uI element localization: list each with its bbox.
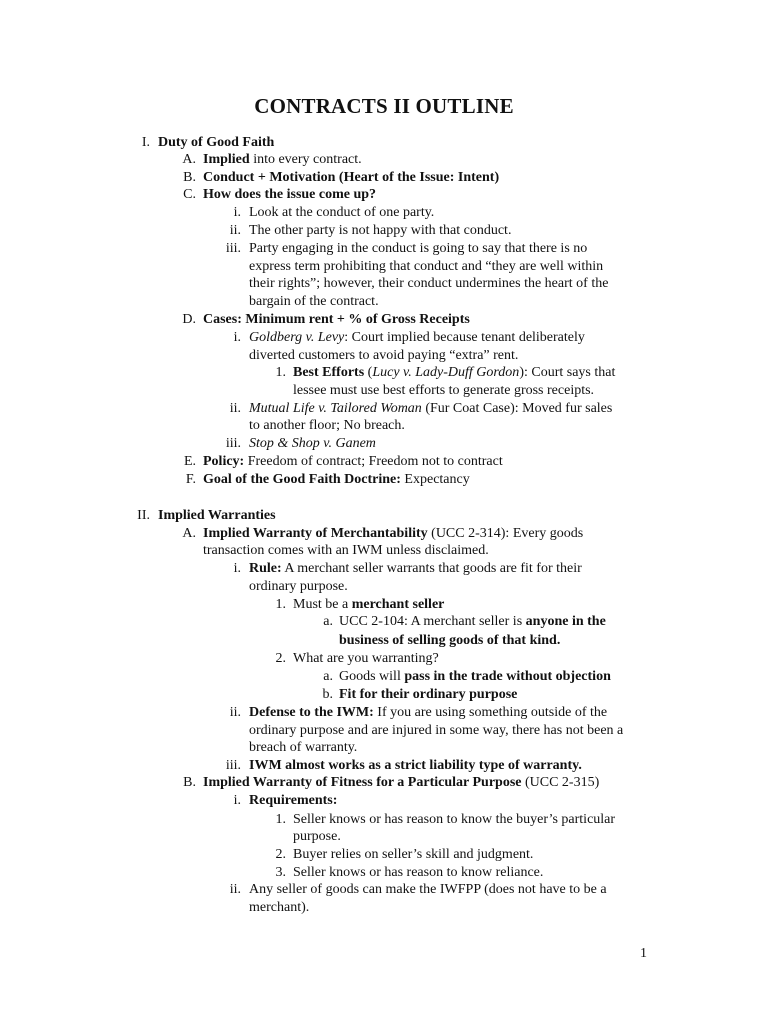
outline-text	[249, 435, 376, 453]
outline-text	[249, 578, 348, 596]
text-run: Requirements:	[249, 793, 338, 808]
outline-marker: B.	[183, 775, 196, 790]
outline-text	[249, 293, 379, 311]
text-run: Expectancy	[400, 472, 470, 487]
text-run: UCC 2-104: A merchant seller is	[339, 614, 526, 629]
outline-marker: 1.	[275, 365, 286, 380]
outline-marker: i.	[233, 330, 241, 345]
text-run: : Court implied because tenant deliberately	[344, 330, 585, 345]
outline-text	[249, 739, 357, 757]
outline-text	[249, 881, 607, 899]
outline-marker: a.	[323, 669, 333, 684]
outline-text	[293, 828, 341, 846]
text-run: Party engaging in the conduct is going to say that there is no	[249, 241, 588, 256]
outline-text	[203, 471, 470, 489]
outline-text	[203, 169, 499, 187]
text-run: Best Efforts	[293, 365, 365, 380]
outline-text	[293, 596, 444, 614]
outline-text	[249, 329, 585, 347]
text-run: (UCC 2-315)	[521, 775, 600, 790]
outline-marker: ii.	[229, 705, 241, 720]
text-run: Freedom of contract; Freedom not to contract	[244, 454, 503, 469]
text-run: merchant).	[249, 900, 310, 915]
text-run: business of selling goods of that kind.	[339, 633, 561, 648]
outline-text	[249, 347, 518, 365]
outline-text	[249, 722, 623, 740]
outline-marker: i.	[233, 793, 241, 808]
outline-text	[249, 899, 309, 917]
outline-text	[293, 846, 533, 864]
outline-text	[203, 542, 489, 560]
outline-marker: ii.	[229, 401, 241, 416]
outline-marker: E.	[183, 454, 196, 469]
outline-marker: iii.	[225, 436, 241, 451]
text-run: diverted customers to avoid paying “extra” rent.	[249, 348, 519, 363]
text-run: (UCC 2-314): Every goods	[427, 526, 584, 541]
outline-text	[293, 382, 594, 400]
text-run: express term prohibiting that conduct and “they are well within	[249, 259, 604, 274]
text-run: to another floor; No breach.	[249, 418, 405, 433]
outline-marker: i.	[233, 561, 241, 576]
outline-text	[203, 453, 503, 471]
text-run: Conduct + Motivation (Heart of the Issue: Intent)	[203, 170, 500, 185]
outline-text	[293, 364, 615, 382]
outline-text	[249, 792, 337, 810]
outline-text	[158, 507, 276, 525]
outline-text	[249, 560, 582, 578]
outline-marker: 2.	[275, 847, 286, 862]
text-run: (Fur Coat Case): Moved fur sales	[421, 401, 613, 416]
text-run: Goods will	[339, 669, 405, 684]
text-run: Mutual Life v. Tailored Woman	[249, 401, 422, 416]
text-run: merchant seller	[351, 597, 445, 612]
text-run: transaction comes with an IWM unless disclaimed.	[203, 543, 489, 558]
text-run: Goal of the Good Faith Doctrine:	[203, 472, 401, 487]
outline-marker: F.	[185, 472, 196, 487]
outline-text	[339, 632, 560, 650]
text-run: Cases: Minimum rent + % of Gross Receipts	[203, 312, 470, 327]
text-run: lessee must use best efforts to generate gross receipts.	[293, 383, 595, 398]
text-run: IWM almost works as a strict liability type of warranty.	[249, 758, 582, 773]
page-number: 1	[640, 946, 647, 961]
text-run: Seller knows or has reason to know the buyer’s particular	[293, 812, 616, 827]
outline-text	[339, 668, 611, 686]
text-run: Must be a	[293, 597, 352, 612]
outline-text	[203, 186, 376, 204]
text-run: ): Court says that	[519, 365, 616, 380]
outline-text	[339, 686, 517, 704]
outline-marker: iii.	[225, 241, 241, 256]
outline-text	[293, 650, 439, 668]
text-run: How does the issue come up?	[203, 187, 377, 202]
text-run: Rule:	[249, 561, 282, 576]
text-run: Policy:	[203, 454, 245, 469]
document-title: CONTRACTS II OUTLINE	[254, 94, 514, 118]
outline-marker: i.	[233, 205, 241, 220]
text-run: anyone in the	[525, 614, 606, 629]
text-run: Any seller of goods can make the IWFPP (does not have to be a	[249, 882, 607, 897]
outline-marker: B.	[183, 170, 196, 185]
outline-text	[249, 704, 607, 722]
outline-text	[203, 311, 470, 329]
outline-text	[293, 864, 543, 882]
outline-text	[249, 757, 582, 775]
text-run: into every contract.	[249, 152, 362, 167]
text-run: Implied Warranties	[158, 508, 276, 523]
outline-marker: 3.	[275, 865, 286, 880]
text-run: ordinary purpose.	[249, 579, 348, 594]
text-run: pass in the trade without objection	[404, 669, 611, 684]
outline-text	[249, 240, 587, 258]
outline-marker: ii.	[229, 882, 241, 897]
outline-text	[158, 134, 274, 152]
text-run: Look at the conduct of one party.	[249, 205, 435, 220]
text-run: purpose.	[293, 829, 341, 844]
text-run: ordinary purpose and are injured in some way, there has not been a	[249, 723, 624, 738]
outline-text	[203, 151, 362, 169]
text-run: If you are using something outside of the	[373, 705, 608, 720]
outline-marker: 1.	[275, 812, 286, 827]
text-run: Implied	[203, 152, 250, 167]
outline-text	[249, 204, 434, 222]
outline-marker: I.	[141, 135, 150, 150]
outline-marker: C.	[183, 187, 196, 202]
outline-marker: 2.	[275, 651, 286, 666]
text-run: (	[364, 365, 373, 380]
text-run: Goldberg v. Levy	[249, 330, 345, 345]
outline-text	[203, 774, 599, 792]
text-run: their rights”; however, their conduct undermines the heart of the	[249, 276, 609, 291]
outline-text	[249, 222, 511, 240]
text-run: Lucy v. Lady-Duff Gordon	[372, 365, 520, 380]
outline-marker: A.	[182, 526, 196, 541]
text-run: Buyer relies on seller’s skill and judgment.	[293, 847, 534, 862]
text-run: bargain of the contract.	[249, 294, 379, 309]
outline-text	[249, 275, 608, 293]
text-run: Defense to the IWM:	[249, 705, 374, 720]
outline-text	[249, 258, 603, 276]
outline-marker: a.	[323, 614, 333, 629]
text-run: The other party is not happy with that conduct.	[249, 223, 512, 238]
text-run: Implied Warranty of Merchantability	[203, 526, 428, 541]
outline-marker: D.	[182, 312, 196, 327]
outline-marker: II.	[137, 508, 150, 523]
outline-text	[203, 525, 583, 543]
outline-marker: ii.	[229, 223, 241, 238]
outline-text	[249, 400, 612, 418]
text-run: Stop & Shop v. Ganem	[249, 436, 376, 451]
text-run: A merchant seller warrants that goods are fit for their	[281, 561, 582, 576]
text-run: Implied Warranty of Fitness for a Particular Purpose	[203, 775, 522, 790]
outline-text	[339, 613, 606, 631]
text-run: What are you warranting?	[293, 651, 439, 666]
outline-marker: 1.	[275, 597, 286, 612]
outline-text	[249, 417, 405, 435]
text-run: breach of warranty.	[249, 740, 358, 755]
text-run: Duty of Good Faith	[158, 135, 275, 150]
text-run: Fit for their ordinary purpose	[339, 687, 518, 702]
outline-marker: b.	[322, 687, 333, 702]
text-run: Seller knows or has reason to know reliance.	[293, 865, 544, 880]
outline-text	[293, 811, 615, 829]
outline-marker: iii.	[225, 758, 241, 773]
outline-marker: A.	[182, 152, 196, 167]
